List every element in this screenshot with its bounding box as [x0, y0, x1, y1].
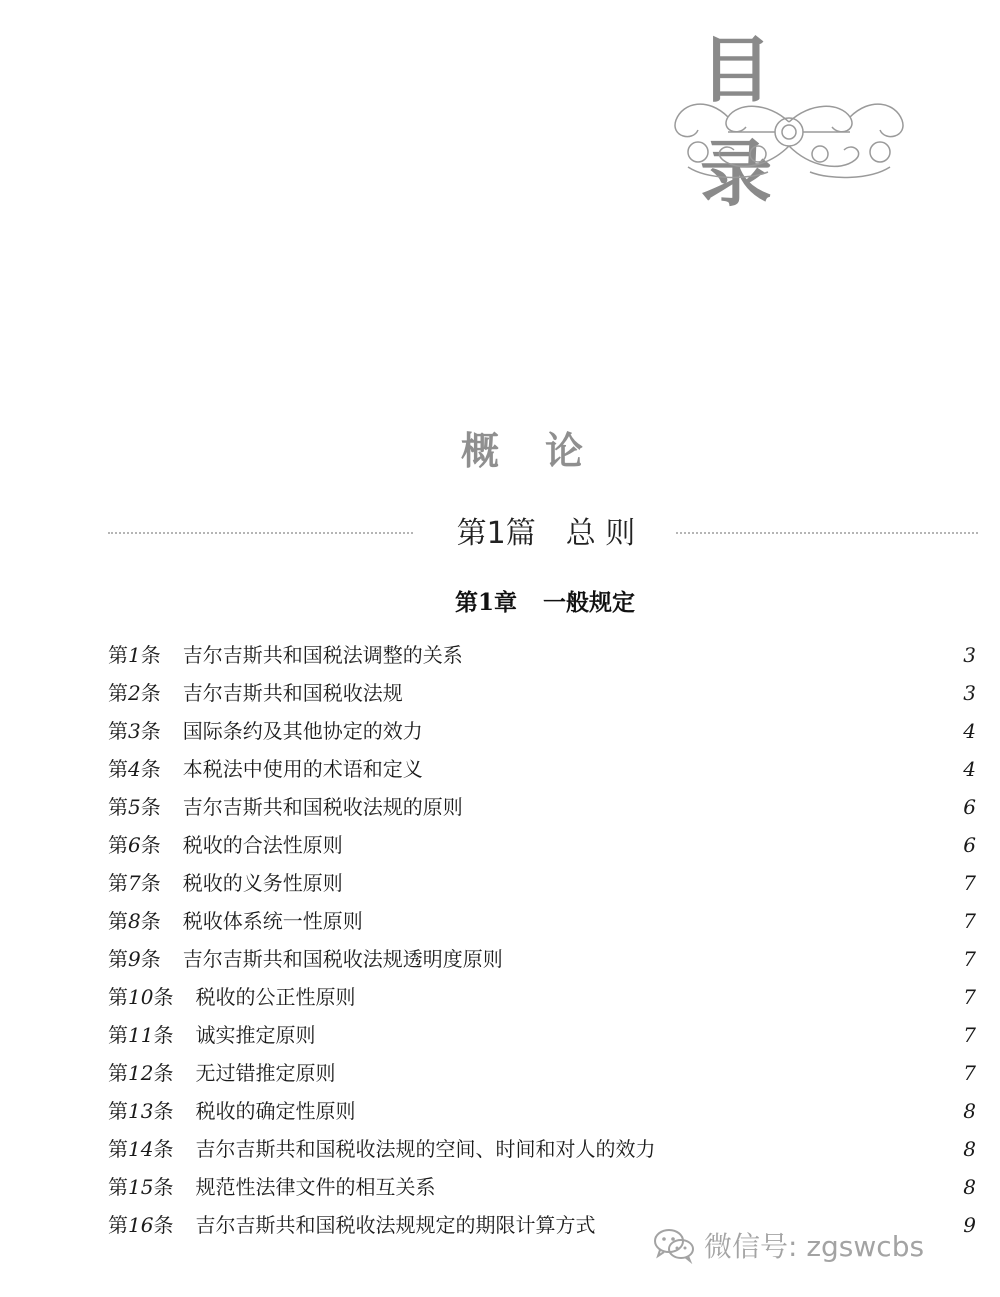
article-suffix: 条	[153, 985, 174, 1009]
chapter-title	[0, 584, 1000, 617]
toc-entry-page: 7	[963, 985, 976, 1009]
section-name: 总 则	[565, 516, 636, 551]
article-suffix: 条	[153, 1099, 174, 1123]
toc-entry-number	[108, 1206, 173, 1244]
toc-entry[interactable]	[108, 1168, 976, 1206]
toc-entry[interactable]	[108, 864, 976, 902]
toc-entry[interactable]	[108, 1092, 976, 1130]
toc-entry[interactable]	[108, 674, 976, 712]
toc-entry-page: 7	[963, 871, 976, 895]
toc-entry-title: 吉尔吉斯共和国税收法规的原则	[182, 795, 463, 819]
toc-entry-title: 无过错推定原则	[195, 1061, 336, 1085]
article-number: 16	[128, 1213, 154, 1237]
toc-entry-page: 4	[963, 757, 976, 781]
section-header	[108, 508, 978, 556]
article-number: 5	[128, 795, 141, 819]
toc-entry[interactable]	[108, 750, 976, 788]
toc-entry-page: 9	[963, 1213, 976, 1237]
article-suffix: 条	[140, 757, 161, 781]
toc-heading: 目录	[700, 27, 813, 216]
toc-entry-page: 7	[963, 909, 976, 933]
article-prefix: 第	[108, 681, 128, 705]
part-title: 概论	[460, 428, 629, 473]
article-number: 11	[128, 1023, 154, 1047]
article-number: 4	[128, 757, 141, 781]
article-prefix: 第	[108, 909, 128, 933]
article-prefix: 第	[108, 795, 128, 819]
article-prefix: 第	[108, 1175, 128, 1199]
article-prefix: 第	[108, 1213, 128, 1237]
article-suffix: 条	[153, 1213, 174, 1237]
toc-entry[interactable]	[108, 712, 976, 750]
toc-entry-title: 规范性法律文件的相互关系	[195, 1175, 436, 1199]
article-prefix: 第	[108, 833, 128, 857]
dotted-divider-left	[108, 532, 413, 534]
toc-entry-title: 诚实推定原则	[195, 1023, 316, 1047]
article-number: 9	[128, 947, 141, 971]
article-suffix: 条	[153, 1023, 174, 1047]
article-suffix: 条	[153, 1137, 174, 1161]
toc-entry-page: 3	[963, 643, 976, 667]
toc-entry-page: 7	[963, 947, 976, 971]
toc-entry-number	[108, 674, 161, 712]
toc-entry-number	[108, 864, 161, 902]
watermark	[652, 1222, 982, 1268]
chapter-number: 第1章	[454, 589, 517, 616]
article-prefix: 第	[108, 947, 128, 971]
toc-entry-page: 8	[963, 1099, 976, 1123]
article-number: 13	[128, 1099, 154, 1123]
article-number: 8	[128, 909, 141, 933]
toc-entry-title: 吉尔吉斯共和国税收法规规定的期限计算方式	[195, 1213, 596, 1237]
wechat-icon	[652, 1226, 696, 1264]
article-prefix: 第	[108, 719, 128, 743]
article-number: 7	[128, 871, 141, 895]
toc-entry-page: 7	[963, 1061, 976, 1085]
toc-entry[interactable]	[108, 636, 976, 674]
toc-entry[interactable]	[108, 826, 976, 864]
toc-entry-number	[108, 712, 161, 750]
toc-entry[interactable]	[108, 940, 976, 978]
toc-entry-number	[108, 788, 161, 826]
article-number: 1	[128, 643, 141, 667]
toc-entry-page: 7	[963, 1023, 976, 1047]
chapter-name: 一般规定	[543, 589, 635, 616]
toc-entry-title: 吉尔吉斯共和国税收法规透明度原则	[182, 947, 503, 971]
article-prefix: 第	[108, 643, 128, 667]
toc-entry-title: 吉尔吉斯共和国税收法规	[182, 681, 403, 705]
toc-entry-title: 税收的确定性原则	[195, 1099, 356, 1123]
watermark-text: 微信号: zgswcbs	[704, 1230, 925, 1263]
dotted-divider-right	[676, 532, 978, 534]
toc-entry-number	[108, 902, 161, 940]
article-suffix: 条	[153, 1175, 174, 1199]
article-prefix: 第	[108, 985, 128, 1009]
article-suffix: 条	[140, 833, 161, 857]
article-suffix: 条	[140, 719, 161, 743]
toc-entry-number	[108, 940, 161, 978]
article-number: 3	[128, 719, 141, 743]
article-suffix: 条	[140, 871, 161, 895]
toc-entry-title: 国际条约及其他协定的效力	[182, 719, 423, 743]
toc-entry-number	[108, 1092, 173, 1130]
article-suffix: 条	[153, 1061, 174, 1085]
article-number: 6	[128, 833, 141, 857]
toc-entry-title: 税收的公正性原则	[195, 985, 356, 1009]
toc-entry-title: 税收的义务性原则	[182, 871, 343, 895]
section-title	[426, 508, 666, 552]
article-suffix: 条	[140, 643, 161, 667]
article-number: 10	[128, 985, 154, 1009]
article-suffix: 条	[140, 795, 161, 819]
toc-entry-number	[108, 1016, 173, 1054]
article-prefix: 第	[108, 1099, 128, 1123]
toc-entry-number	[108, 750, 161, 788]
article-prefix: 第	[108, 1023, 128, 1047]
toc-entry-title: 税收的合法性原则	[182, 833, 343, 857]
article-number: 2	[128, 681, 141, 705]
article-prefix: 第	[108, 1137, 128, 1161]
article-suffix: 条	[140, 947, 161, 971]
toc-entry[interactable]	[108, 902, 976, 940]
toc-entry[interactable]	[108, 978, 976, 1016]
article-prefix: 第	[108, 1061, 128, 1085]
toc-entry-title: 税收体系统一性原则	[182, 909, 363, 933]
toc-entry-page: 6	[963, 833, 976, 857]
article-number: 12	[128, 1061, 154, 1085]
toc-entry-number	[108, 826, 161, 864]
toc-entry-page: 4	[963, 719, 976, 743]
toc-entry-page: 8	[963, 1137, 976, 1161]
article-prefix: 第	[108, 757, 128, 781]
article-suffix: 条	[140, 681, 161, 705]
section-number: 第1篇	[456, 516, 536, 551]
article-prefix: 第	[108, 871, 128, 895]
toc-entry-title: 吉尔吉斯共和国税收法规的空间、时间和对人的效力	[195, 1137, 656, 1161]
toc-entry-number	[108, 978, 173, 1016]
toc-entry-number	[108, 1168, 173, 1206]
toc-entry[interactable]	[108, 1016, 976, 1054]
toc-entry-page: 8	[963, 1175, 976, 1199]
toc-entry-page: 6	[963, 795, 976, 819]
toc-list	[108, 636, 976, 1244]
toc-entry-title: 本税法中使用的术语和定义	[182, 757, 423, 781]
toc-entry-title: 吉尔吉斯共和国税法调整的关系	[182, 643, 463, 667]
toc-entry-number	[108, 1054, 173, 1092]
article-suffix: 条	[140, 909, 161, 933]
article-number: 15	[128, 1175, 154, 1199]
article-number: 14	[128, 1137, 154, 1161]
toc-entry[interactable]	[108, 788, 976, 826]
toc-entry-number	[108, 636, 161, 674]
ornament-decoration	[668, 92, 910, 184]
toc-entry[interactable]	[108, 1130, 976, 1168]
toc-entry[interactable]	[108, 1054, 976, 1092]
toc-entry-page: 3	[963, 681, 976, 705]
toc-entry-number	[108, 1130, 173, 1168]
